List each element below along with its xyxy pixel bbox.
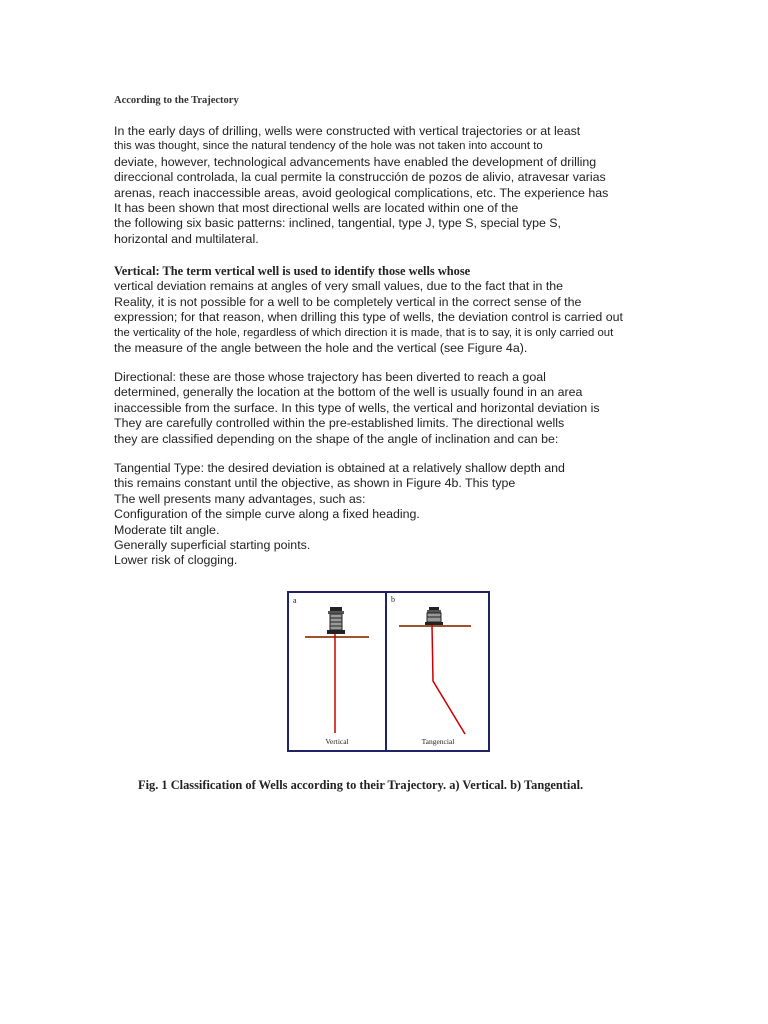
text-line: Configuration of the simple curve along a fixed heading. <box>114 507 420 522</box>
text-line: It has been shown that most directional wells are located within one of the <box>114 201 519 216</box>
text-line: Moderate tilt angle. <box>114 522 220 537</box>
text-line: deviate, however, technological advancements have enabled the development of drilling <box>114 154 597 169</box>
paragraph-intro <box>114 124 608 247</box>
well-diagram <box>289 593 488 750</box>
paragraph-tangential <box>114 461 565 569</box>
drilling-rig-icon <box>327 607 345 634</box>
tangential-well-path <box>432 625 465 734</box>
paragraph-vertical <box>114 264 623 356</box>
panel-b-label: Tangencial <box>421 737 455 746</box>
text-line: the following six basic patterns: inclined, tangential, type J, type S, special type S, <box>114 216 561 231</box>
panel-b-letter: b <box>391 595 395 604</box>
text-line: The well presents many advantages, such as: <box>114 491 366 506</box>
text-line: determined, generally the location at the bottom of the well is usually found in an area <box>114 385 583 400</box>
text-line: vertical deviation remains at angles of very small values, due to the fact that in the <box>114 279 564 294</box>
text-line: this was thought, since the natural tendency of the hole was not taken into account to <box>114 140 543 153</box>
text-line: inaccessible from the surface. In this type of wells, the vertical and horizontal deviation is <box>114 400 600 415</box>
text-line: They are carefully controlled within the pre-established limits. The directional wells <box>114 416 565 431</box>
section-heading: According to the Trajectory <box>114 95 239 106</box>
text-line: Lower risk of clogging. <box>114 553 238 568</box>
text-line: Reality, it is not possible for a well to be completely vertical in the correct sense of the <box>114 294 582 309</box>
text-line: Generally superficial starting points. <box>114 538 311 553</box>
text-line: the verticality of the hole, regardless of which direction it is made, that is to say, it is only carried out <box>114 326 614 339</box>
text-line: In the early days of drilling, wells were constructed with vertical trajectories or at least <box>114 124 581 138</box>
text-line: Vertical: The term vertical well is used to identify those wells whose <box>114 264 471 278</box>
figure-caption: Fig. 1 Classification of Wells according to their Trajectory. a) Vertical. b) Tangential. <box>138 778 584 792</box>
panel-a-letter: a <box>293 596 297 605</box>
text-line: horizontal and multilateral. <box>114 231 259 246</box>
paragraph-directional <box>114 370 600 447</box>
drilling-rig-icon <box>425 607 443 625</box>
text-line: Directional: these are those whose trajectory has been diverted to reach a goal <box>114 370 546 384</box>
text-line: arenas, reach inaccessible areas, avoid geological complications, etc. The experience has <box>114 185 609 200</box>
text-line: they are classified depending on the shape of the angle of inclination and can be: <box>114 431 559 446</box>
text-line: Tangential Type: the desired deviation is obtained at a relatively shallow depth and <box>114 461 565 475</box>
text-line: this remains constant until the objective, as shown in Figure 4b. This type <box>114 476 516 491</box>
text-line: direccional controlada, la cual permite la construcción de pozos de alivio, atravesar varias <box>114 170 606 185</box>
panel-a-label: Vertical <box>325 737 349 746</box>
text-line: expression; for that reason, when drilling this type of wells, the deviation control is carried out <box>114 310 623 325</box>
well-trajectory-figure <box>287 591 490 752</box>
text-line: the measure of the angle between the hole and the vertical (see Figure 4a). <box>114 341 528 356</box>
